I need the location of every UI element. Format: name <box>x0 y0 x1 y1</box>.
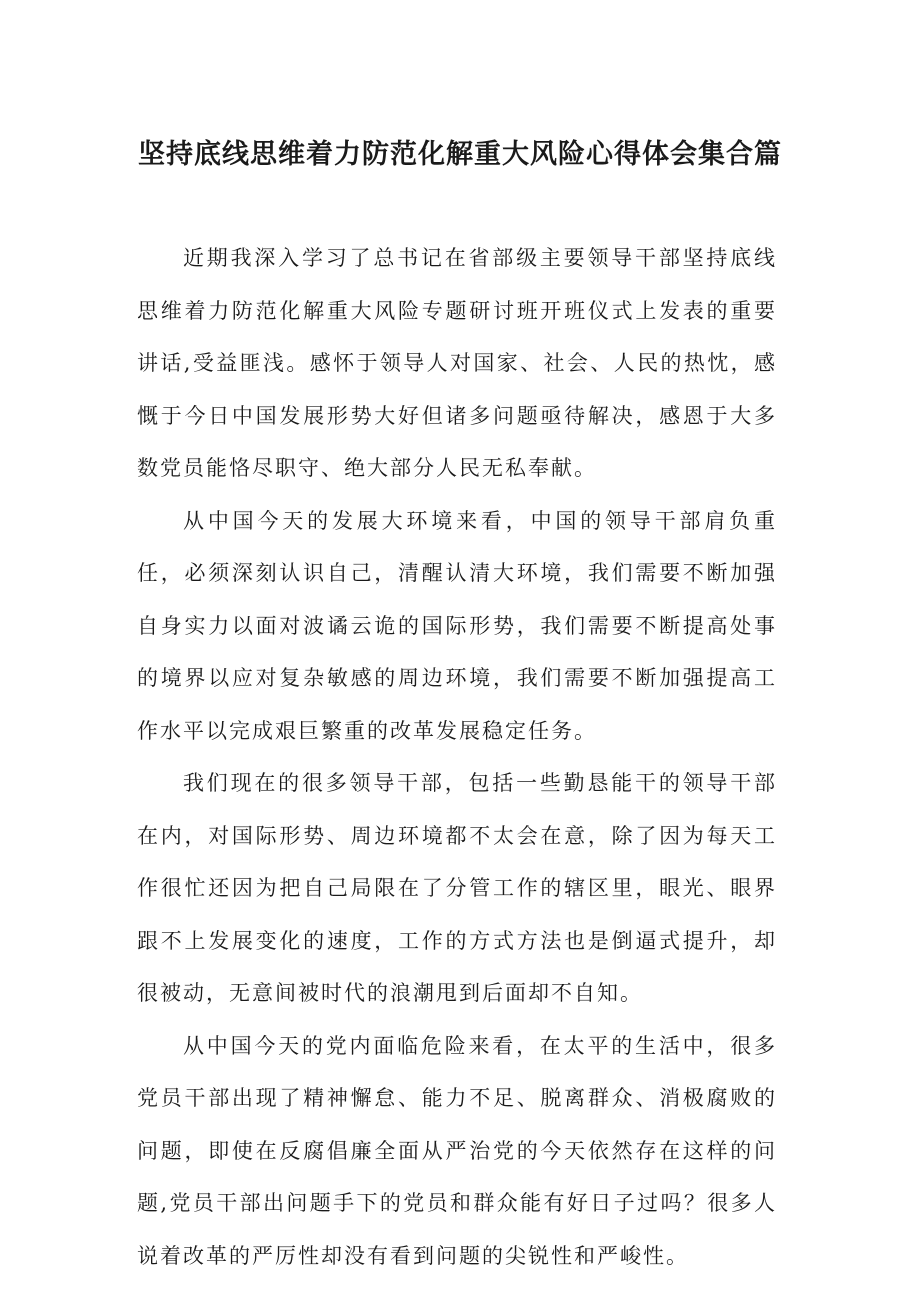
document-title: 坚持底线思维着力防范化解重大风险心得体会集合篇 <box>138 139 782 170</box>
paragraph-4: 从中国今天的党内面临危险来看，在太平的生活中，很多党员干部出现了精神懈怠、能力不足、脱离群众、消极腐败的问题，即使在反腐倡廉全面从严治党的今天依然存在这样的问题,党员干部出问题手下的党员和群众能有好日子过吗？很多人说着改革的严厉性却没有看到问题的尖锐性和严峻性。 <box>137 1033 777 1268</box>
paragraph-2: 从中国今天的发展大环境来看，中国的领导干部肩负重任，必须深刻认识自己，清醒认清大环境，我们需要不断加强自身实力以面对波谲云诡的国际形势，我们需要不断提高处事的境界以应对复杂敏感的周边环境，我们需要不断加强提高工作水平以完成艰巨繁重的改革发展稳定任务。 <box>137 508 777 743</box>
paragraph-3: 我们现在的很多领导干部，包括一些勤恳能干的领导干部在内，对国际形势、周边环境都不太会在意，除了因为每天工作很忙还因为把自己局限在了分管工作的辖区里，眼光、眼界跟不上发展变化的速度，工作的方式方法也是倒逼式提升，却很被动，无意间被时代的浪潮甩到后面却不自知。 <box>137 771 777 1005</box>
document-body <box>137 232 777 1282</box>
paragraph-1: 近期我深入学习了总书记在省部级主要领导干部坚持底线思维着力防范化解重大风险专题研讨班开班仪式上发表的重要讲话,受益匪浅。感怀于领导人对国家、社会、人民的热忱，感慨于今日中国发展形势大好但诸多问题亟待解决，感恩于大多数党员能恪尽职守、绝大部分人民无私奉献。 <box>137 246 777 480</box>
